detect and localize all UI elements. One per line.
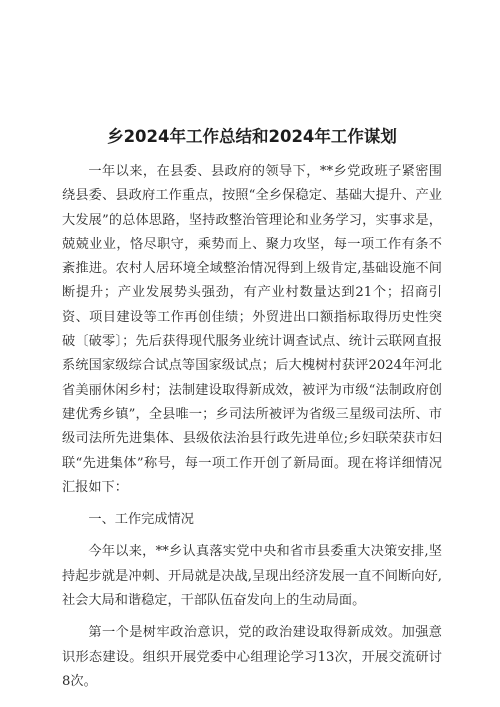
section-paragraph-political-awareness: 第一个是树牢政治意识，党的政治建设取得新成效。加强意识形态建设。组织开展党委中心组理论学习13次，开展交流研讨8次。 — [62, 625, 442, 689]
section-paragraph-overview: 今年以来，**乡认真落实党中央和省市县委重大决策安排,坚持起步就是冲刺、开局就是决战,呈现出经济发展一直不间断向好,社会大局和谐稳定，干部队伍奋发向上的生动局面。 — [62, 544, 442, 609]
document-title: 乡2024年工作总结和2024年工作谋划 — [107, 127, 397, 146]
intro-paragraph: 一年以来，在县委、县政府的领导下，**乡党政班子紧密围绕县委、县政府工作重点，按照“全乡保稳定、基础大提升、产业大发展”的总体思路，坚持政整治管理论和业务学习，实事求是，兢兢业业，恪尽职守，乘势而上、聚力攻坚，每一项工作有条不紊推进。农村人居环境全域整治情况得到上级肯定,基础设施不间断提升；产业发展势头强劲，有产业村数量达到21个；招商引资、项目建设等工作再创佳绩；外贸进出口额指标取得历史性突破〔破零〕；先后获得现代服务业统计调查试点、统计云联网直报系统国家级综合试点等国家级试点；后大槐树村获评2024年河北省美丽休闲乡村；法制建设取得新成效，被评为市级“法制政府创建优秀乡镇”，全县唯一；乡司法所被评为省级三星级司法所、市级司法所先进集体、县级依法治县行政先进单位;乡妇联荣获市妇联“先进集体”称号，每一项工作开创了新局面。现在将详细情况汇报如下： — [62, 164, 442, 495]
section-heading-work-completion: 一、工作完成情况 — [88, 512, 194, 528]
